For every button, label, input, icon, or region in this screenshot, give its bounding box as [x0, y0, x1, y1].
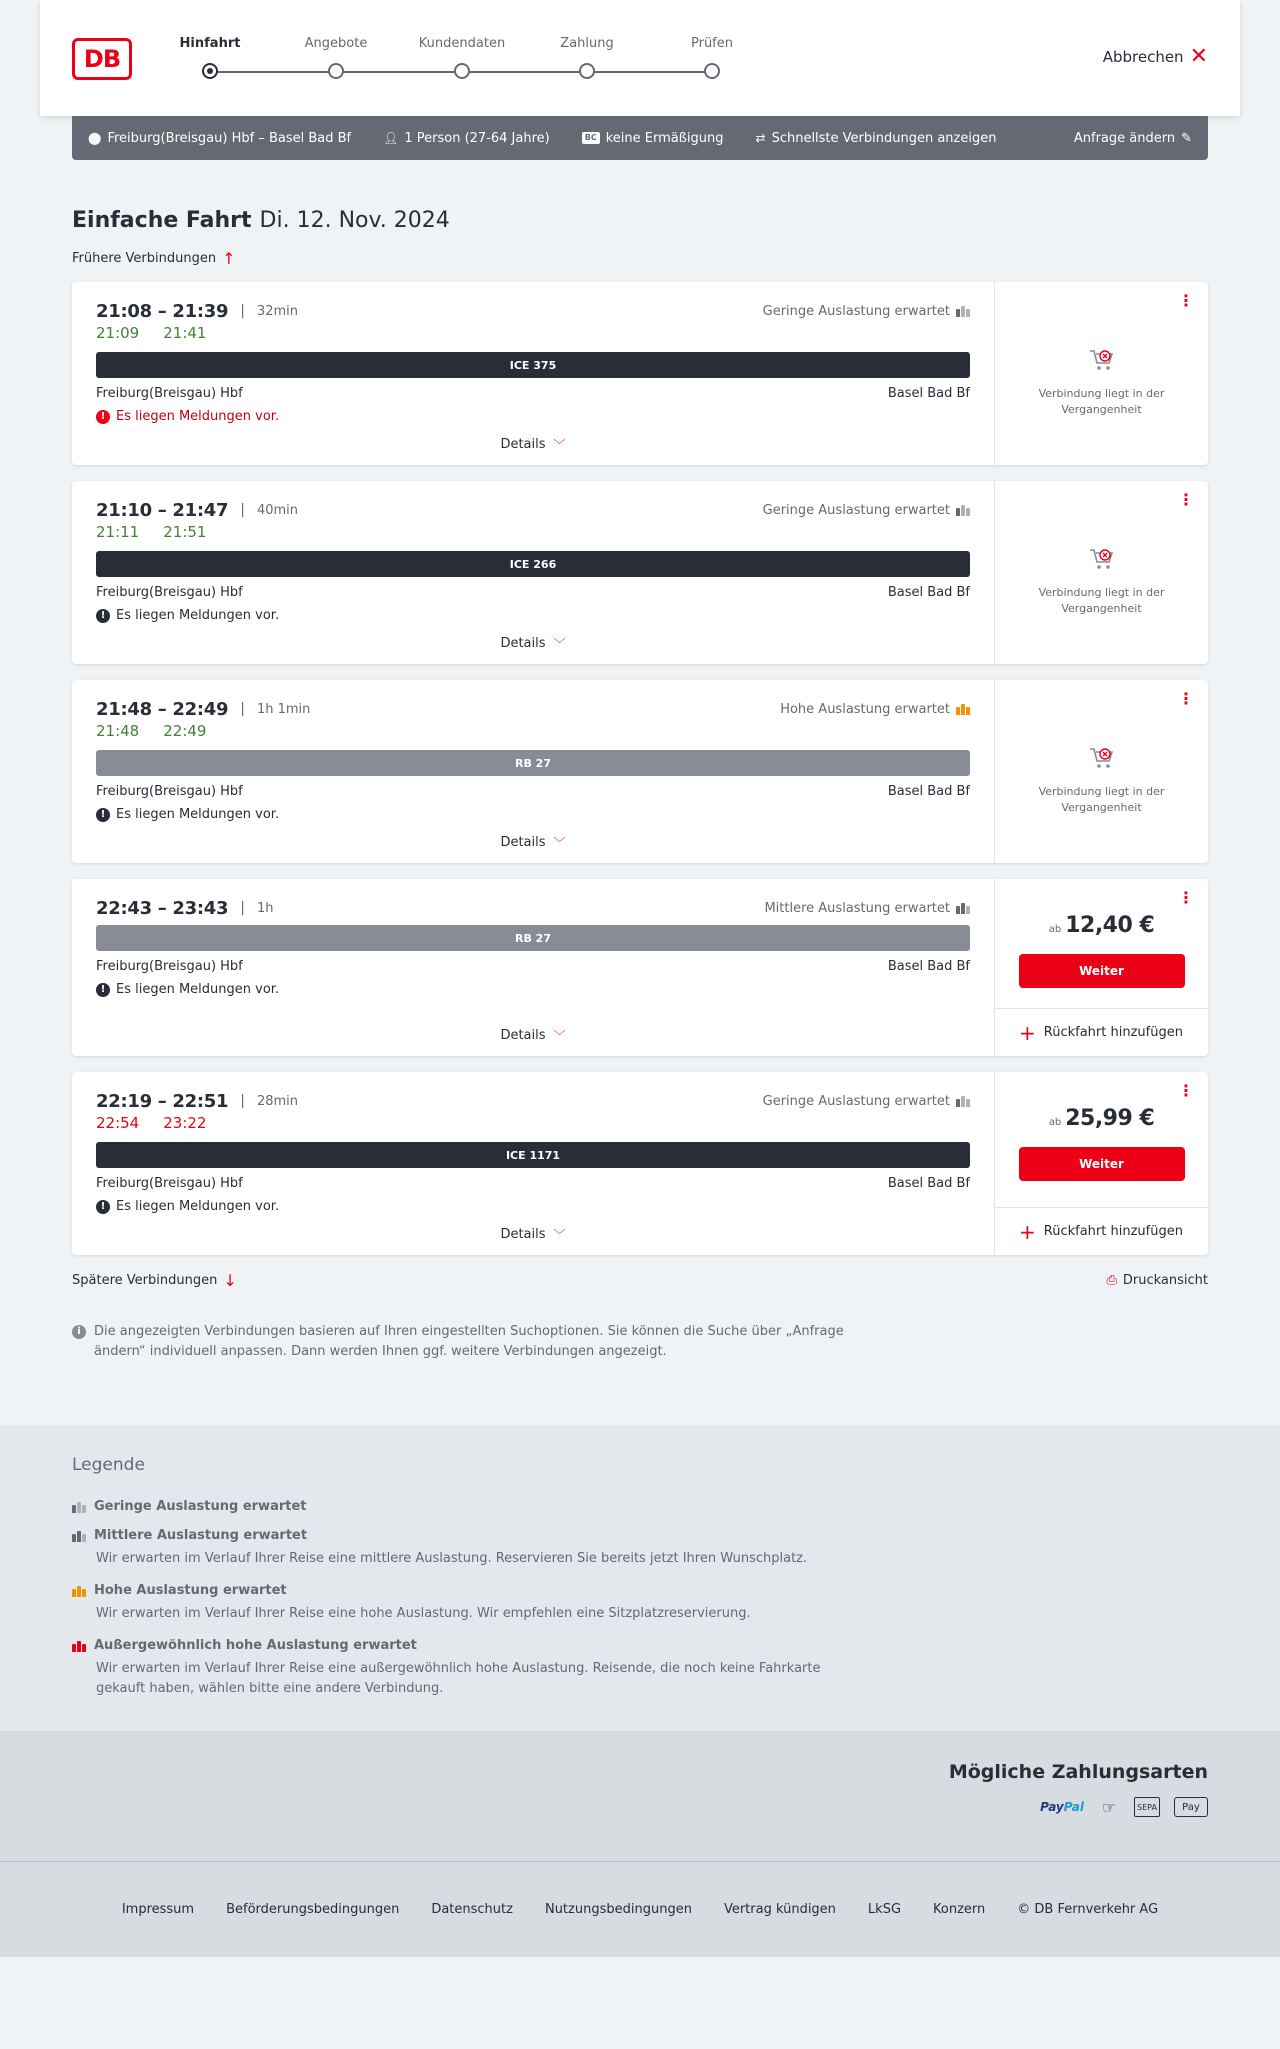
- fastest-text: Schnellste Verbindungen anzeigen: [771, 130, 997, 146]
- connection-details: [72, 1072, 995, 1255]
- origin-station: Freiburg(Breisgau) Hbf: [96, 784, 243, 799]
- offer-panel: [995, 282, 1208, 465]
- planned-times: 21:10 – 21:47: [96, 499, 229, 521]
- message-text: Es liegen Meldungen vor.: [116, 409, 280, 424]
- occupancy-bar: [72, 1505, 76, 1513]
- destination-station: Basel Bad Bf: [887, 585, 970, 600]
- connection-details: [72, 282, 995, 465]
- occupancy-bar: [72, 1534, 76, 1542]
- payment-methods: [0, 1731, 1280, 1861]
- price-area: [995, 1072, 1208, 1207]
- realtime-departure: 21:09: [96, 324, 140, 342]
- stations: [96, 784, 970, 799]
- connection-card: [72, 282, 1208, 465]
- stations: [96, 585, 970, 600]
- occupancy-indicator: [763, 304, 970, 319]
- legend-title: Legende: [72, 1455, 145, 1475]
- list-footer: [72, 1270, 1208, 1290]
- disruption-message[interactable]: [96, 807, 970, 822]
- sepa-icon: SEPA: [1134, 1797, 1160, 1817]
- destination-station: Basel Bad Bf: [887, 784, 970, 799]
- cart-unavailable-icon: [1089, 746, 1115, 770]
- occupancy-indicator: [764, 901, 970, 916]
- swap-arrows-icon: ⇄: [755, 131, 766, 145]
- cart-unavailable-icon: [1089, 348, 1115, 372]
- legend-title-text: Außergewöhnlich hohe Auslastung erwartet: [94, 1638, 417, 1653]
- summary-travelers: [383, 131, 550, 146]
- step-kundendaten: [402, 36, 522, 79]
- realtime-times: [96, 523, 970, 545]
- occupancy-bar: [966, 309, 970, 317]
- details-label: Details: [500, 1028, 546, 1043]
- realtime-times: [96, 324, 970, 346]
- legend-item-title: [72, 1638, 1208, 1653]
- occupancy-bar: [956, 1099, 960, 1107]
- separator: |: [240, 502, 245, 518]
- alert-icon: !: [96, 410, 110, 424]
- print-view-link[interactable]: [1106, 1273, 1208, 1288]
- step-label: Kundendaten: [418, 36, 506, 51]
- disruption-message[interactable]: [96, 608, 970, 623]
- times-row: [96, 897, 970, 919]
- cancel-label: Abbrechen: [1102, 48, 1184, 66]
- train-bar[interactable]: ICE 1171: [96, 1142, 970, 1168]
- applepay-label: Pay: [1182, 1801, 1200, 1813]
- booking-stepper: [179, 36, 742, 96]
- occupancy-bar: [77, 1586, 81, 1597]
- trip-date: Di. 12. Nov. 2024: [259, 208, 450, 233]
- past-connection-notice: [995, 481, 1208, 664]
- step-label: Hinfahrt: [179, 36, 241, 51]
- payment-title: Mögliche Zahlungsarten: [948, 1761, 1208, 1783]
- realtime-arrival: 23:22: [163, 1114, 207, 1132]
- offer-panel: [995, 1072, 1208, 1255]
- occupancy-high-icon: [956, 703, 970, 715]
- realtime-arrival: 21:41: [163, 324, 207, 342]
- price: [1049, 1106, 1155, 1131]
- occupancy-bar: [961, 306, 965, 317]
- past-connection-notice: [995, 680, 1208, 863]
- train-bar[interactable]: RB 27: [96, 750, 970, 776]
- chevron-down-icon: ﹀: [553, 637, 566, 651]
- occupancy-bar: [82, 1534, 86, 1542]
- occupancy-text: Geringe Auslastung erwartet: [762, 303, 950, 319]
- legend-item-title: [72, 1499, 1208, 1514]
- more-options-icon[interactable]: ⋮: [1178, 689, 1194, 708]
- add-return-trip-button[interactable]: [995, 1207, 1208, 1255]
- change-text: Anfrage ändern: [1073, 130, 1176, 146]
- step-label: Angebote: [304, 36, 368, 51]
- occupancy-bar: [966, 1099, 970, 1107]
- info-icon: i: [72, 1325, 86, 1339]
- occupancy-bar: [966, 707, 970, 715]
- chevron-down-icon: ﹀: [553, 1029, 566, 1043]
- legend-item: [72, 1528, 1208, 1569]
- return-label: Rückfahrt hinzufügen: [1043, 1025, 1183, 1040]
- db-logo[interactable]: DB: [72, 38, 132, 80]
- occupancy-bar: [956, 309, 960, 317]
- duration: 1h: [256, 900, 274, 916]
- destination-station: Basel Bad Bf: [887, 959, 970, 974]
- cart-unavailable-icon: [1089, 547, 1115, 571]
- message-text: Es liegen Meldungen vor.: [116, 1199, 280, 1214]
- more-options-icon[interactable]: ⋮: [1178, 291, 1194, 310]
- chevron-down-icon: ﹀: [553, 836, 566, 850]
- info-text: Die angezeigten Verbindungen basieren auf Ihren eingestellten Suchoptionen. Sie können die Suche über „Anfrage ändern“ individuell anpassen. Dann werden Ihnen ggf. weitere Verbindungen angezeigt.: [94, 1324, 844, 1359]
- earlier-connections-link[interactable]: [72, 248, 1208, 268]
- step-dot: [202, 63, 218, 79]
- stations: [96, 959, 970, 974]
- step-dot: [579, 63, 595, 79]
- cancel-button[interactable]: [1102, 44, 1208, 69]
- legend-title-text: Hohe Auslastung erwartet: [94, 1583, 287, 1598]
- planned-times: 21:08 – 21:39: [96, 300, 229, 322]
- occupancy-high-icon: [72, 1585, 86, 1597]
- times-row: [96, 1090, 970, 1112]
- price-prefix: ab: [1048, 924, 1062, 935]
- discount-text: keine Ermäßigung: [605, 130, 724, 146]
- step-zahlung: [527, 36, 647, 79]
- details-toggle[interactable]: [96, 1027, 970, 1044]
- occupancy-bar: [956, 508, 960, 516]
- disruption-message[interactable]: [96, 409, 970, 424]
- legend-title-text: Geringe Auslastung erwartet: [94, 1499, 307, 1514]
- occupancy-bar: [966, 906, 970, 914]
- duration: 28min: [256, 1093, 299, 1109]
- legend-description: Wir erwarten im Verlauf Ihrer Reise eine mittlere Auslastung. Reservieren Sie bereits jetzt Ihren Wunschplatz.: [96, 1551, 808, 1566]
- step-angebote: [276, 36, 396, 79]
- plus-icon: +: [1019, 1020, 1036, 1045]
- separator: |: [240, 1093, 245, 1109]
- legend-item: [72, 1638, 1208, 1699]
- page-title: [72, 208, 1208, 233]
- paypal-pal: Pal: [1063, 1800, 1084, 1814]
- price-prefix: ab: [1048, 1117, 1062, 1128]
- origin-station: Freiburg(Breisgau) Hbf: [96, 1176, 243, 1191]
- occupancy-bar: [77, 1502, 81, 1513]
- footer-link[interactable]: Vertrag kündigen: [723, 1902, 836, 1917]
- planned-times: 22:43 – 23:43: [96, 897, 229, 919]
- duration: 32min: [256, 303, 299, 319]
- realtime-times: [96, 722, 970, 744]
- realtime-departure: 22:54: [96, 1114, 140, 1132]
- occupancy-medium-icon: [956, 902, 970, 914]
- chevron-down-icon: ﹀: [553, 1228, 566, 1242]
- past-connection-notice: [995, 282, 1208, 465]
- occupancy-bar: [956, 906, 960, 914]
- details-label: Details: [500, 1227, 546, 1242]
- details-toggle[interactable]: [96, 1226, 970, 1243]
- separator: |: [240, 701, 245, 717]
- legend-description: Wir erwarten im Verlauf Ihrer Reise eine außergewöhnlich hohe Auslastung. Reisende, die noch keine Fahrkarte gekauft haben, wählen bitte eine andere Verbindung.: [96, 1661, 821, 1696]
- occupancy-bar: [77, 1641, 81, 1652]
- planned-times: 21:48 – 22:49: [96, 698, 229, 720]
- origin-station: Freiburg(Breisgau) Hbf: [96, 959, 243, 974]
- occupancy-bar: [72, 1644, 76, 1652]
- alert-icon: !: [96, 1200, 110, 1214]
- arrow-up-icon: ↑: [222, 248, 236, 268]
- legend-title-text: Mittlere Auslastung erwartet: [94, 1528, 308, 1543]
- connection-details: [72, 879, 995, 1056]
- search-summary-bar: [72, 116, 1208, 160]
- occupancy-bar: [961, 903, 965, 914]
- stations: [96, 1176, 970, 1191]
- location-pin-icon: ⬤: [88, 131, 102, 145]
- occupancy-text: Geringe Auslastung erwartet: [762, 502, 950, 518]
- step-hinfahrt: [150, 36, 270, 79]
- earlier-label: Frühere Verbindungen: [72, 251, 217, 266]
- disruption-message[interactable]: [96, 1199, 970, 1214]
- connection-card: [72, 1072, 1208, 1255]
- origin-station: Freiburg(Breisgau) Hbf: [96, 585, 243, 600]
- price-area: [995, 879, 1208, 1008]
- occupancy-bar: [77, 1531, 81, 1542]
- page-header: [40, 0, 1240, 116]
- times-row: [96, 499, 970, 521]
- duration: 40min: [256, 502, 299, 518]
- footer-link[interactable]: Nutzungsbedingungen: [544, 1902, 692, 1917]
- origin-station: Freiburg(Breisgau) Hbf: [96, 386, 243, 401]
- legend-item: [72, 1583, 1208, 1624]
- details-label: Details: [500, 636, 546, 651]
- later-label: Spätere Verbindungen: [72, 1273, 218, 1288]
- occupancy-indicator: [763, 503, 970, 518]
- price-value: 25,99 €: [1065, 1106, 1155, 1131]
- occupancy-bar: [72, 1589, 76, 1597]
- load-legend: [0, 1425, 1280, 1731]
- realtime-arrival: 22:49: [163, 722, 207, 740]
- offer-panel: [995, 680, 1208, 863]
- occupancy-bar: [956, 707, 960, 715]
- message-text: Es liegen Meldungen vor.: [116, 982, 280, 997]
- continue-button[interactable]: Weiter: [1019, 1147, 1185, 1181]
- train-bar[interactable]: ICE 375: [96, 352, 970, 378]
- legend-item: [72, 1499, 1208, 1514]
- occupancy-bar: [961, 704, 965, 715]
- past-notice-text: Verbindung liegt in der Vergangenheit: [1038, 386, 1165, 416]
- footer-link[interactable]: Beförderungsbedingungen: [226, 1902, 400, 1917]
- realtime-departure: 21:11: [96, 523, 140, 541]
- continue-button[interactable]: Weiter: [1019, 954, 1185, 988]
- price: [1049, 913, 1155, 938]
- past-notice-text: Verbindung liegt in der Vergangenheit: [1038, 585, 1165, 615]
- offer-panel: [995, 879, 1208, 1056]
- occupancy-text: Hohe Auslastung erwartet: [780, 701, 950, 717]
- occupancy-extreme-icon: [72, 1640, 86, 1652]
- times-row: [96, 698, 970, 720]
- step-label: Prüfen: [690, 36, 733, 51]
- paypal-icon: [1040, 1800, 1084, 1814]
- chevron-down-icon: ﹀: [553, 438, 566, 452]
- occupancy-text: Mittlere Auslastung erwartet: [764, 900, 950, 916]
- legend-item-title: [72, 1528, 1208, 1543]
- destination-station: Basel Bad Bf: [887, 1176, 970, 1191]
- details-label: Details: [500, 835, 546, 850]
- step-pruefen: [652, 36, 772, 79]
- message-text: Es liegen Meldungen vor.: [116, 807, 280, 822]
- footer-link[interactable]: Datenschutz: [431, 1902, 513, 1917]
- applepay-icon: [1174, 1797, 1208, 1817]
- footer-link[interactable]: Konzern: [933, 1902, 986, 1917]
- step-dot: [328, 63, 344, 79]
- connection-details: [72, 481, 995, 664]
- destination-station: Basel Bad Bf: [887, 386, 970, 401]
- realtime-arrival: 21:51: [163, 523, 207, 541]
- alert-icon: !: [96, 808, 110, 822]
- connection-card: [72, 680, 1208, 863]
- print-label: Druckansicht: [1122, 1273, 1208, 1288]
- connection-card: [72, 481, 1208, 664]
- occupancy-low-icon: [956, 1095, 970, 1107]
- occupancy-bar: [82, 1505, 86, 1513]
- bahncard-icon: BC: [582, 132, 600, 144]
- summary-route: [88, 131, 351, 146]
- occupancy-bar: [82, 1644, 86, 1652]
- creditcard-icon: ☞: [1101, 1797, 1117, 1817]
- paypal-pay: Pay: [1040, 1800, 1064, 1814]
- fastest-connections-toggle[interactable]: [756, 131, 997, 146]
- occupancy-indicator: [763, 1094, 970, 1109]
- occupancy-bar: [961, 505, 965, 516]
- step-label: Zahlung: [560, 36, 614, 51]
- plus-icon: +: [1019, 1219, 1036, 1244]
- train-bar[interactable]: ICE 266: [96, 551, 970, 577]
- details-toggle[interactable]: [96, 635, 970, 652]
- printer-icon: ⎙: [1106, 1273, 1117, 1288]
- details-toggle[interactable]: [96, 436, 970, 453]
- offer-panel: [995, 481, 1208, 664]
- connection-details: [72, 680, 995, 863]
- payment-icons: [72, 1797, 1208, 1817]
- return-label: Rückfahrt hinzufügen: [1043, 1224, 1183, 1239]
- person-icon: 👤︎: [383, 131, 399, 145]
- add-return-trip-button[interactable]: [995, 1008, 1208, 1056]
- route-text: Freiburg(Breisgau) Hbf – Basel Bad Bf: [107, 130, 352, 146]
- connection-list: [72, 282, 1208, 1255]
- page-footer: [0, 1861, 1280, 1957]
- occupancy-low-icon: [956, 504, 970, 516]
- trip-type: Einfache Fahrt: [72, 208, 252, 233]
- change-request-button[interactable]: [1074, 131, 1192, 146]
- details-toggle[interactable]: [96, 834, 970, 851]
- occupancy-text: Geringe Auslastung erwartet: [762, 1093, 950, 1109]
- disruption-message[interactable]: [96, 982, 970, 997]
- pencil-icon: ✎: [1181, 130, 1192, 146]
- travelers-text: 1 Person (27-64 Jahre): [404, 130, 550, 146]
- summary-discount: [582, 131, 724, 146]
- planned-times: 22:19 – 22:51: [96, 1090, 229, 1112]
- legend-item-title: [72, 1583, 1208, 1598]
- stations: [96, 386, 970, 401]
- more-options-icon[interactable]: ⋮: [1178, 888, 1194, 907]
- realtime-times: [96, 1114, 970, 1136]
- realtime-departure: 21:48: [96, 722, 140, 740]
- footer-link[interactable]: LkSG: [867, 1902, 902, 1917]
- occupancy-bar: [961, 1096, 965, 1107]
- train-bar[interactable]: RB 27: [96, 925, 970, 951]
- separator: |: [240, 303, 245, 319]
- duration: 1h 1min: [256, 701, 311, 717]
- more-options-icon[interactable]: ⋮: [1178, 490, 1194, 509]
- alert-icon: !: [96, 609, 110, 623]
- connection-card: [72, 879, 1208, 1056]
- message-text: Es liegen Meldungen vor.: [116, 608, 280, 623]
- separator: |: [240, 900, 245, 916]
- copyright: © DB Fernverkehr AG: [1017, 1902, 1159, 1917]
- occupancy-medium-icon: [72, 1530, 86, 1542]
- arrow-down-icon: ↓: [223, 1270, 237, 1290]
- alert-icon: !: [96, 983, 110, 997]
- later-connections-link[interactable]: [72, 1270, 237, 1290]
- legend-description: Wir erwarten im Verlauf Ihrer Reise eine hohe Auslastung. Wir empfehlen eine Sitzplatzreservierung.: [96, 1606, 751, 1621]
- details-label: Details: [500, 437, 546, 452]
- close-icon: ✕: [1189, 44, 1208, 69]
- occupancy-bar: [82, 1589, 86, 1597]
- step-dot: [454, 63, 470, 79]
- more-options-icon[interactable]: ⋮: [1178, 1081, 1194, 1100]
- past-notice-text: Verbindung liegt in der Vergangenheit: [1038, 784, 1165, 814]
- price-value: 12,40 €: [1065, 913, 1155, 938]
- times-row: [96, 300, 970, 322]
- occupancy-bar: [966, 508, 970, 516]
- occupancy-low-icon: [956, 305, 970, 317]
- step-dot: [704, 63, 720, 79]
- search-info-note: [72, 1322, 862, 1362]
- occupancy-low-icon: [72, 1501, 86, 1513]
- footer-link[interactable]: Impressum: [121, 1902, 195, 1917]
- occupancy-indicator: [780, 702, 970, 717]
